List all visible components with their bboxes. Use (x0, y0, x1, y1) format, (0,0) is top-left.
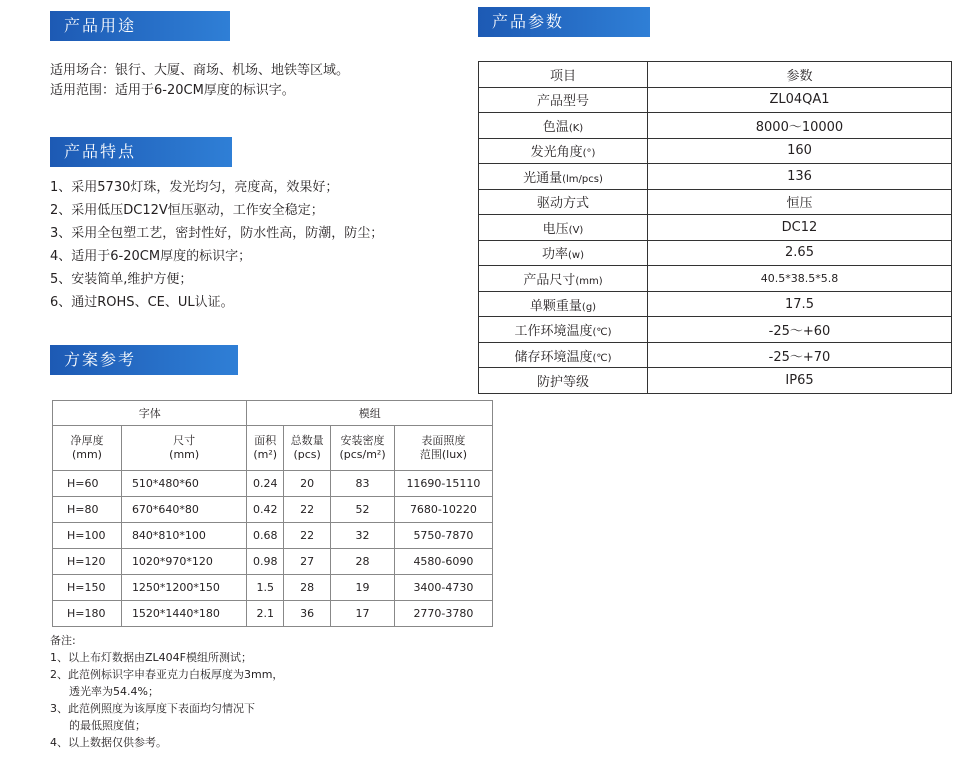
table-row (53, 471, 493, 497)
table-row (53, 523, 493, 549)
table-cell: H=80 (53, 497, 122, 523)
table-cell: 83 (331, 471, 395, 497)
table-cell: 19 (331, 575, 395, 601)
feature-item: 3、采用全包塑工艺，密封性好，防水性高，防潮，防尘； (50, 226, 384, 241)
table-row (479, 240, 952, 266)
table-header-row (479, 62, 952, 88)
notes-block (50, 632, 283, 751)
table-cell: 11690-15110 (394, 471, 492, 497)
table-cell: H=120 (53, 549, 122, 575)
table-cell: H=180 (53, 601, 122, 627)
group-header-font: 字体 (53, 401, 247, 426)
table-row (479, 215, 952, 241)
param-value: DC12 (648, 215, 952, 241)
section-title-usage: 产品用途 (50, 11, 230, 41)
table-cell: 0.42 (247, 497, 284, 523)
note-line: 透光率为54.4%； (69, 685, 159, 698)
note-line: 1、以上布灯数据由ZL404F模组所测试； (50, 651, 252, 664)
table-row (53, 601, 493, 627)
table-row (479, 87, 952, 113)
table-cell: 840*810*100 (121, 523, 246, 549)
table-cell: 22 (284, 497, 331, 523)
plan-table (52, 400, 493, 627)
feature-item: 2、采用低压DC12V恒压驱动，工作安全稳定； (50, 203, 324, 218)
table-cell: 0.98 (247, 549, 284, 575)
param-value: -25～+60 (648, 317, 952, 343)
table-cell: 2.1 (247, 601, 284, 627)
table-cell: H=150 (53, 575, 122, 601)
usage-line: 适用范围：适用于6-20CM厚度的标识字。 (50, 83, 295, 98)
table-cell: 2770-3780 (394, 601, 492, 627)
param-value: 2.65 (648, 240, 952, 266)
table-cell: 0.24 (247, 471, 284, 497)
features-list (50, 176, 383, 314)
param-key: 单颗重量(g) (479, 291, 648, 317)
table-row (479, 342, 952, 368)
param-value: 恒压 (648, 189, 952, 215)
table-group-header (53, 401, 493, 426)
param-table (478, 61, 952, 394)
table-row (479, 189, 952, 215)
usage-text (50, 61, 349, 101)
table-cell: 52 (331, 497, 395, 523)
section-title-plan: 方案参考 (50, 345, 238, 375)
table-row (479, 266, 952, 292)
table-cell: 0.68 (247, 523, 284, 549)
table-cell: 4580-6090 (394, 549, 492, 575)
table-cell: 7680-10220 (394, 497, 492, 523)
table-cell: 20 (284, 471, 331, 497)
column-header: 面积 (m²) (247, 426, 284, 471)
param-value: 160 (648, 138, 952, 164)
header-cell: 参数 (648, 62, 952, 88)
feature-item: 1、采用5730灯珠，发光均匀，亮度高，效果好； (50, 180, 339, 195)
column-header: 安装密度 (pcs/m²) (331, 426, 395, 471)
table-cell: H=100 (53, 523, 122, 549)
param-value: 40.5*38.5*5.8 (648, 266, 952, 292)
table-row (479, 138, 952, 164)
table-row (479, 113, 952, 139)
notes-title: 备注: (50, 634, 76, 647)
param-key: 光通量(lm/pcs) (479, 164, 648, 190)
param-key: 储存环境温度(℃) (479, 342, 648, 368)
param-key: 色温(K) (479, 113, 648, 139)
param-key: 功率(w) (479, 240, 648, 266)
feature-item: 4、适用于6-20CM厚度的标识字； (50, 249, 252, 264)
table-cell: 1.5 (247, 575, 284, 601)
note-line: 2、此范例标识字申春亚克力白板厚度为3mm， (50, 668, 284, 681)
table-cell: 28 (284, 575, 331, 601)
usage-line: 适用场合：银行、大厦、商场、机场、地铁等区域。 (50, 63, 350, 78)
table-row (479, 164, 952, 190)
table-cell: 1520*1440*180 (121, 601, 246, 627)
header-cell: 项目 (479, 62, 648, 88)
table-row (53, 497, 493, 523)
param-value: 8000～10000 (648, 113, 952, 139)
table-header-row (53, 426, 493, 471)
param-value: 17.5 (648, 291, 952, 317)
note-line: 4、以上数据仅供参考。 (50, 736, 167, 749)
param-key: 驱动方式 (479, 189, 648, 215)
column-header: 总数量 (pcs) (284, 426, 331, 471)
param-value: IP65 (648, 368, 952, 394)
table-cell: 17 (331, 601, 395, 627)
section-title-params: 产品参数 (478, 7, 650, 37)
table-row (53, 575, 493, 601)
table-cell: 32 (331, 523, 395, 549)
table-cell: 22 (284, 523, 331, 549)
table-cell: 3400-4730 (394, 575, 492, 601)
param-key: 工作环境温度(℃) (479, 317, 648, 343)
table-cell: H=60 (53, 471, 122, 497)
param-key: 发光角度(°) (479, 138, 648, 164)
table-row (53, 549, 493, 575)
note-line: 的最低照度值； (69, 719, 146, 732)
table-cell: 510*480*60 (121, 471, 246, 497)
feature-item: 6、通过ROHS、CE、UL认证。 (50, 295, 234, 310)
param-key: 电压(V) (479, 215, 648, 241)
param-key: 防护等级 (479, 368, 648, 394)
column-header: 净厚度 (mm) (53, 426, 122, 471)
table-row (479, 317, 952, 343)
param-value: -25～+70 (648, 342, 952, 368)
column-header: 尺寸 (mm) (121, 426, 246, 471)
note-line: 3、此范例照度为该厚度下表面均匀情况下 (50, 702, 255, 715)
table-cell: 27 (284, 549, 331, 575)
table-cell: 28 (331, 549, 395, 575)
table-cell: 36 (284, 601, 331, 627)
column-header: 表面照度 范围(lux) (394, 426, 492, 471)
group-header-module: 模组 (247, 401, 493, 426)
param-key: 产品型号 (479, 87, 648, 113)
table-row (479, 291, 952, 317)
param-value: 136 (648, 164, 952, 190)
table-row (479, 368, 952, 394)
feature-item: 5、安装简单,维护方便； (50, 272, 193, 287)
table-cell: 5750-7870 (394, 523, 492, 549)
param-value: ZL04QA1 (648, 87, 952, 113)
table-cell: 1250*1200*150 (121, 575, 246, 601)
table-cell: 670*640*80 (121, 497, 246, 523)
param-key: 产品尺寸(mm) (479, 266, 648, 292)
section-title-features: 产品特点 (50, 137, 232, 167)
table-cell: 1020*970*120 (121, 549, 246, 575)
